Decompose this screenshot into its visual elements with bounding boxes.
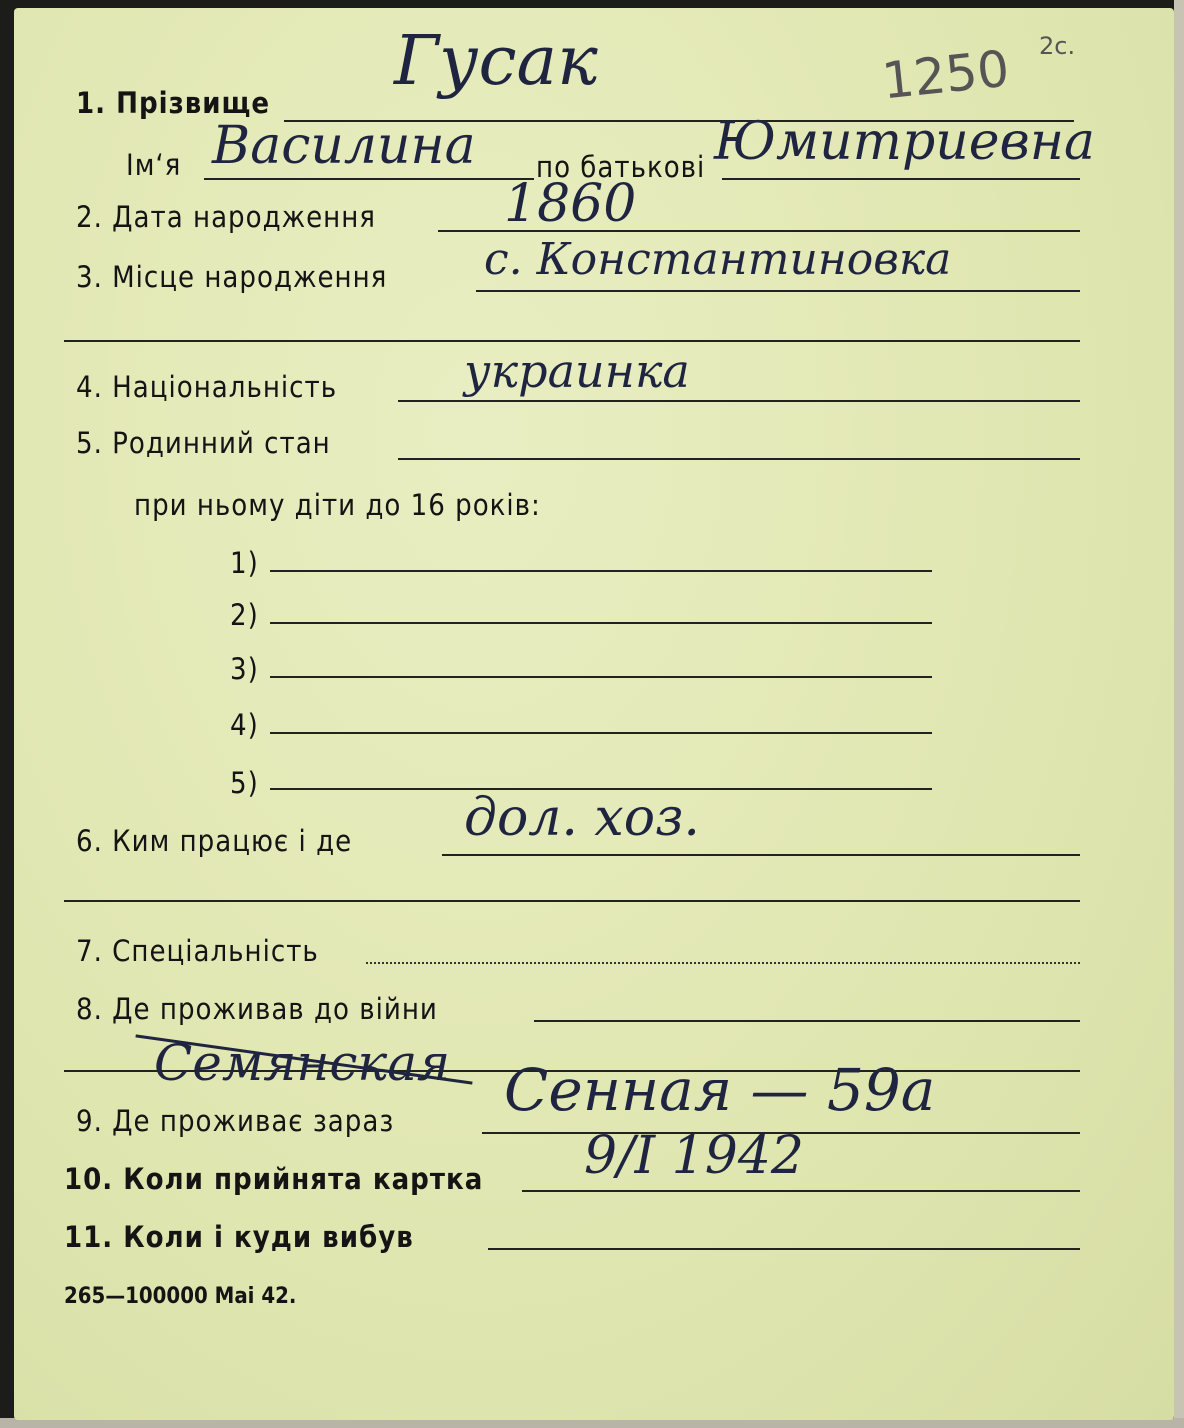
value-address-struck[interactable]: Семянская <box>154 1034 451 1092</box>
label-child-4: 4) <box>230 708 259 742</box>
label-nationality: 4. Національність <box>76 370 338 404</box>
line-marital-status <box>398 458 1080 460</box>
label-child-3: 3) <box>230 652 259 686</box>
label-birth-date: 2. Дата народження <box>76 200 376 234</box>
line-birth-place-extra <box>64 340 1080 342</box>
line-given-name <box>204 178 534 180</box>
registration-card <box>14 8 1174 1420</box>
value-given-name[interactable]: Василина <box>212 116 476 176</box>
label-child-2: 2) <box>230 598 259 632</box>
label-children: при ньому діти до 16 років: <box>134 488 541 522</box>
label-child-1: 1) <box>230 546 259 580</box>
line-departure <box>488 1248 1080 1250</box>
label-occupation: 6. Ким працює і де <box>76 824 353 858</box>
line-child-1 <box>270 570 932 572</box>
line-patronymic <box>722 178 1080 180</box>
pencil-superscript: 2с. <box>1039 32 1076 60</box>
line-birth-place <box>476 290 1080 292</box>
line-prewar-address <box>534 1020 1080 1022</box>
label-departure: 11. Коли і куди вибув <box>64 1220 414 1254</box>
value-surname[interactable]: Гусак <box>394 22 598 101</box>
value-patronymic[interactable]: Юмитриевна <box>714 112 1096 172</box>
value-birth-place[interactable]: с. Константиновка <box>484 234 952 285</box>
line-card-date <box>522 1190 1080 1192</box>
line-nationality <box>398 400 1080 402</box>
label-marital-status: 5. Родинний стан <box>76 426 331 460</box>
pencil-number: 1250 <box>879 39 1012 111</box>
print-code: 265—100000 Mai 42. <box>64 1284 297 1309</box>
label-surname: 1. Прізвище <box>76 86 271 120</box>
line-child-2 <box>270 622 932 624</box>
line-child-4 <box>270 732 932 734</box>
label-birth-place: 3. Місце народження <box>76 260 388 294</box>
card-edge <box>1174 0 1184 1428</box>
label-card-date: 10. Коли прийнята картка <box>64 1162 484 1196</box>
value-card-date[interactable]: 9/I 1942 <box>584 1126 805 1186</box>
label-patronymic: по батькові <box>536 150 706 184</box>
line-occupation-extra <box>64 900 1080 902</box>
label-specialty: 7. Спеціальність <box>76 934 319 968</box>
value-occupation[interactable]: дол. хоз. <box>464 788 700 848</box>
value-current-address[interactable]: Сенная — 59а <box>504 1056 936 1124</box>
label-given-name: Ім‘я <box>126 148 182 182</box>
line-occupation <box>442 854 1080 856</box>
value-birth-date[interactable]: 1860 <box>504 174 637 234</box>
line-specialty <box>366 962 1080 964</box>
label-child-5: 5) <box>230 766 259 800</box>
label-prewar-address: 8. Де проживав до війни <box>76 992 438 1026</box>
value-nationality[interactable]: украинка <box>464 344 690 398</box>
line-child-3 <box>270 676 932 678</box>
label-current-address: 9. Де проживає зараз <box>76 1104 395 1138</box>
